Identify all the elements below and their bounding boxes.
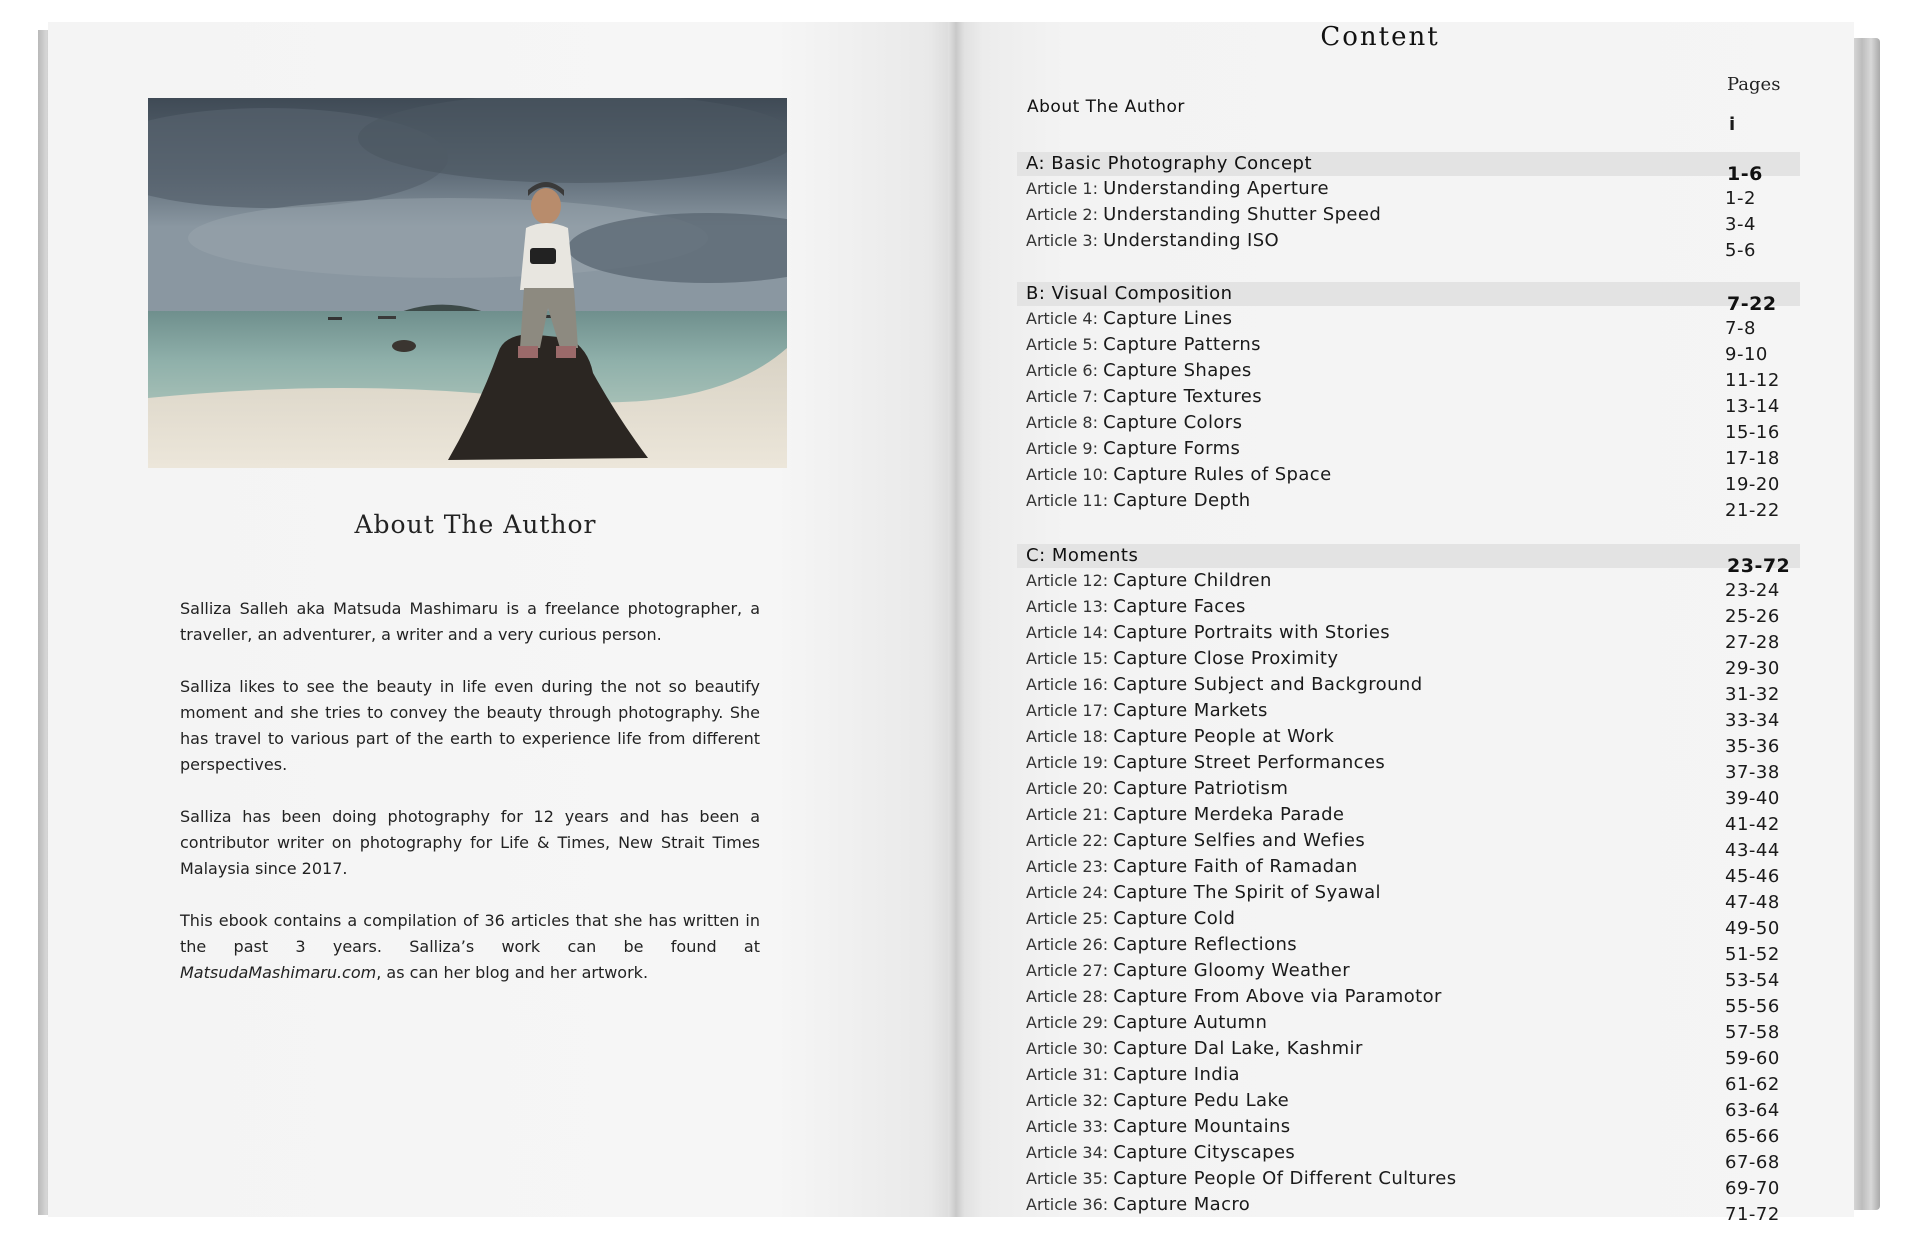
toc-article-pages: 59-60 <box>1725 1048 1780 1069</box>
toc-article-title: Capture Subject and Background <box>1113 674 1423 695</box>
toc-article-title: Understanding Aperture <box>1103 178 1329 199</box>
toc-article-pages: 37-38 <box>1725 762 1780 783</box>
toc-article-pages: 61-62 <box>1725 1074 1780 1095</box>
toc-article-pages: 45-46 <box>1725 866 1780 887</box>
toc-article-title: Capture People at Work <box>1113 726 1335 747</box>
toc-article-entry[interactable] <box>1026 672 1786 698</box>
toc-article-title: Capture Lines <box>1103 308 1233 329</box>
toc-article-entry[interactable] <box>1026 384 1786 410</box>
toc-article-title: Capture Street Performances <box>1113 752 1386 773</box>
toc-article-number: Article 24: <box>1026 883 1114 902</box>
toc-article-number: Article 30: <box>1026 1039 1114 1058</box>
toc-article-number: Article 8: <box>1026 413 1104 432</box>
toc-article-title: Capture Children <box>1113 570 1272 591</box>
toc-article-number: Article 1: <box>1026 179 1104 198</box>
toc-article-entry[interactable] <box>1026 724 1786 750</box>
toc-article-number: Article 3: <box>1026 231 1104 250</box>
toc-article-title: Capture Gloomy Weather <box>1113 960 1351 981</box>
toc-article-title: Capture The Spirit of Syawal <box>1113 882 1381 903</box>
toc-article-title: Capture Patriotism <box>1113 778 1289 799</box>
toc-article-number: Article 22: <box>1026 831 1114 850</box>
toc-article-pages: 9-10 <box>1725 344 1768 365</box>
toc-article-number: Article 25: <box>1026 909 1114 928</box>
toc-article-entry[interactable] <box>1026 332 1786 358</box>
toc-article-number: Article 9: <box>1026 439 1104 458</box>
toc-article-pages: 29-30 <box>1725 658 1780 679</box>
toc-article-pages: 35-36 <box>1725 736 1780 757</box>
toc-article-entry[interactable] <box>1026 802 1786 828</box>
toc-article-entry[interactable] <box>1026 1062 1786 1088</box>
toc-article-title: Capture Cityscapes <box>1113 1142 1296 1163</box>
toc-article-entry[interactable] <box>1026 620 1786 646</box>
toc-article-entry[interactable] <box>1026 410 1786 436</box>
toc-section-pages: 23-72 <box>1727 555 1791 577</box>
toc-article-pages: 67-68 <box>1725 1152 1780 1173</box>
toc-article-entry[interactable] <box>1026 436 1786 462</box>
toc-article-title: Capture Colors <box>1103 412 1243 433</box>
toc-article-number: Article 14: <box>1026 623 1114 642</box>
pages-column-header: Pages <box>1727 74 1781 95</box>
toc-article-entry[interactable] <box>1026 776 1786 802</box>
toc-article-entry[interactable] <box>1026 1192 1786 1218</box>
toc-section-pages: 1-6 <box>1727 163 1763 185</box>
toc-article-number: Article 36: <box>1026 1195 1114 1214</box>
toc-article-entry[interactable] <box>1026 1036 1786 1062</box>
toc-article-title: Understanding Shutter Speed <box>1103 204 1382 225</box>
bio-paragraph-last <box>180 908 760 986</box>
website-link[interactable]: MatsudaMashimaru.com <box>180 963 377 982</box>
toc-article-entry[interactable] <box>1026 488 1786 514</box>
toc-article-pages: 63-64 <box>1725 1100 1780 1121</box>
toc-article-pages: 23-24 <box>1725 580 1780 601</box>
toc-article-entry[interactable] <box>1026 1010 1786 1036</box>
toc-article-number: Article 19: <box>1026 753 1114 772</box>
toc-section-label[interactable]: B: Visual Composition <box>1026 283 1233 304</box>
toc-article-pages: 15-16 <box>1725 422 1780 443</box>
toc-article-pages: 19-20 <box>1725 474 1780 495</box>
toc-article-number: Article 28: <box>1026 987 1114 1006</box>
toc-article-entry[interactable] <box>1026 932 1786 958</box>
toc-article-entry[interactable] <box>1026 1088 1786 1114</box>
toc-article-entry[interactable] <box>1026 958 1786 984</box>
toc-article-title: Capture Autumn <box>1113 1012 1268 1033</box>
toc-article-entry[interactable] <box>1026 1140 1786 1166</box>
toc-article-entry[interactable] <box>1026 228 1786 254</box>
toc-article-entry[interactable] <box>1026 906 1786 932</box>
author-photo <box>148 98 787 468</box>
beach-photo-illustration <box>148 98 787 468</box>
toc-article-number: Article 31: <box>1026 1065 1114 1084</box>
toc-article-number: Article 6: <box>1026 361 1104 380</box>
toc-article-title: Capture Close Proximity <box>1113 648 1339 669</box>
toc-article-title: Capture Dal Lake, Kashmir <box>1113 1038 1363 1059</box>
toc-article-title: Capture Depth <box>1113 490 1251 511</box>
toc-article-pages: 43-44 <box>1725 840 1780 861</box>
bio-text: , as can her blog and her artwork. <box>376 963 649 982</box>
toc-article-pages: 33-34 <box>1725 710 1780 731</box>
toc-article-number: Article 5: <box>1026 335 1104 354</box>
toc-article-title: Capture Markets <box>1113 700 1268 721</box>
toc-article-number: Article 17: <box>1026 701 1114 720</box>
toc-article-number: Article 29: <box>1026 1013 1114 1032</box>
toc-article-entry[interactable] <box>1026 202 1786 228</box>
toc-article-title: Capture People Of Different Cultures <box>1113 1168 1457 1189</box>
toc-section-label[interactable]: C: Moments <box>1026 545 1139 566</box>
bio-paragraph: Salliza Salleh aka Matsuda Mashimaru is a freelance photographer, a traveller, an adventurer, a writer and a very curious person. <box>180 599 760 644</box>
toc-article-pages: 31-32 <box>1725 684 1780 705</box>
toc-article-pages: 57-58 <box>1725 1022 1780 1043</box>
toc-article-entry[interactable] <box>1026 828 1786 854</box>
toc-article-pages: 3-4 <box>1725 214 1756 235</box>
toc-article-title: Understanding ISO <box>1103 230 1280 251</box>
toc-article-title: Capture Shapes <box>1103 360 1252 381</box>
toc-article-pages: 55-56 <box>1725 996 1780 1017</box>
toc-article-pages: 71-72 <box>1725 1204 1780 1225</box>
toc-article-title: Capture Portraits with Stories <box>1113 622 1391 643</box>
toc-article-entry[interactable] <box>1026 750 1786 776</box>
toc-article-pages: 65-66 <box>1725 1126 1780 1147</box>
toc-article-pages: 7-8 <box>1725 318 1756 339</box>
toc-article-title: Capture Patterns <box>1103 334 1261 355</box>
toc-article-entry[interactable] <box>1026 646 1786 672</box>
toc-article-title: Capture Forms <box>1103 438 1241 459</box>
toc-article-entry[interactable] <box>1026 306 1786 332</box>
toc-article-title: Capture Cold <box>1113 908 1236 929</box>
toc-article-number: Article 20: <box>1026 779 1114 798</box>
toc-article-title: Capture Mountains <box>1113 1116 1291 1137</box>
toc-article-number: Article 13: <box>1026 597 1114 616</box>
toc-article-title: Capture Pedu Lake <box>1113 1090 1290 1111</box>
toc-article-number: Article 11: <box>1026 491 1114 510</box>
toc-article-title: Capture Selfies and Wefies <box>1113 830 1366 851</box>
toc-article-pages: 41-42 <box>1725 814 1780 835</box>
toc-article-pages: 13-14 <box>1725 396 1780 417</box>
toc-article-number: Article 10: <box>1026 465 1114 484</box>
toc-article-entry[interactable] <box>1026 462 1786 488</box>
toc-about-entry[interactable]: About The Author <box>1027 97 1185 117</box>
toc-article-number: Article 32: <box>1026 1091 1114 1110</box>
toc-article-pages: 53-54 <box>1725 970 1780 991</box>
toc-about-page: i <box>1729 114 1736 135</box>
bio-paragraph: Salliza has been doing photography for 12 years and has been a contributor writer on photography for Life & Times, New Strait Times Malaysia since 2017. <box>180 807 760 878</box>
toc-article-number: Article 12: <box>1026 571 1114 590</box>
toc-article-title: Capture Textures <box>1103 386 1263 407</box>
toc-section-label[interactable]: A: Basic Photography Concept <box>1026 153 1313 174</box>
toc-article-entry[interactable] <box>1026 880 1786 906</box>
toc-article-title: Capture India <box>1113 1064 1240 1085</box>
toc-article-pages: 27-28 <box>1725 632 1780 653</box>
toc-article-number: Article 7: <box>1026 387 1104 406</box>
toc-article-pages: 1-2 <box>1725 188 1756 209</box>
toc-article-number: Article 4: <box>1026 309 1104 328</box>
toc-article-number: Article 33: <box>1026 1117 1114 1136</box>
toc-article-pages: 49-50 <box>1725 918 1780 939</box>
toc-article-pages: 17-18 <box>1725 448 1780 469</box>
toc-section-pages: 7-22 <box>1727 293 1777 315</box>
toc-article-title: Capture Macro <box>1113 1194 1251 1215</box>
toc-article-pages: 11-12 <box>1725 370 1780 391</box>
book-gutter <box>948 22 964 1217</box>
toc-article-entry[interactable] <box>1026 1114 1786 1140</box>
toc-article-number: Article 23: <box>1026 857 1114 876</box>
toc-article-number: Article 26: <box>1026 935 1114 954</box>
toc-article-number: Article 16: <box>1026 675 1114 694</box>
toc-article-number: Article 21: <box>1026 805 1114 824</box>
toc-article-pages: 51-52 <box>1725 944 1780 965</box>
toc-article-title: Capture Rules of Space <box>1113 464 1332 485</box>
toc-article-pages: 25-26 <box>1725 606 1780 627</box>
toc-article-title: Capture Merdeka Parade <box>1113 804 1345 825</box>
toc-article-pages: 39-40 <box>1725 788 1780 809</box>
page-stack-right <box>1850 38 1880 1210</box>
toc-article-entry[interactable] <box>1026 698 1786 724</box>
toc-article-number: Article 15: <box>1026 649 1114 668</box>
bio-text: This ebook contains a compilation of 36 articles that she has written in the past 3 years. Salliza’s work can be found at <box>180 911 760 956</box>
about-author-heading: About The Author <box>354 510 597 539</box>
toc-article-pages: 47-48 <box>1725 892 1780 913</box>
bio-paragraph: Salliza likes to see the beauty in life even during the not so beautify moment and she tries to convey the beauty through photography. She has travel to various part of the earth to experience life from different perspectives. <box>180 677 760 774</box>
toc-article-entry[interactable] <box>1026 176 1786 202</box>
toc-title: Content <box>1320 22 1440 52</box>
toc-article-pages: 21-22 <box>1725 500 1780 521</box>
toc-article-pages: 69-70 <box>1725 1178 1780 1199</box>
toc-article-entry[interactable] <box>1026 358 1786 384</box>
toc-article-number: Article 35: <box>1026 1169 1114 1188</box>
toc-article-pages: 5-6 <box>1725 240 1756 261</box>
toc-article-number: Article 27: <box>1026 961 1114 980</box>
toc-article-entry[interactable] <box>1026 568 1786 594</box>
toc-article-number: Article 34: <box>1026 1143 1114 1162</box>
toc-article-title: Capture Reflections <box>1113 934 1298 955</box>
author-bio <box>180 596 760 1012</box>
toc-article-title: Capture Faith of Ramadan <box>1113 856 1358 877</box>
toc-article-entry[interactable] <box>1026 854 1786 880</box>
toc-article-title: Capture Faces <box>1113 596 1246 617</box>
toc-article-number: Article 18: <box>1026 727 1114 746</box>
toc-article-number: Article 2: <box>1026 205 1104 224</box>
toc-article-title: Capture From Above via Paramotor <box>1113 986 1442 1007</box>
toc-article-entry[interactable] <box>1026 594 1786 620</box>
toc-article-entry[interactable] <box>1026 1166 1786 1192</box>
toc-article-entry[interactable] <box>1026 984 1786 1010</box>
